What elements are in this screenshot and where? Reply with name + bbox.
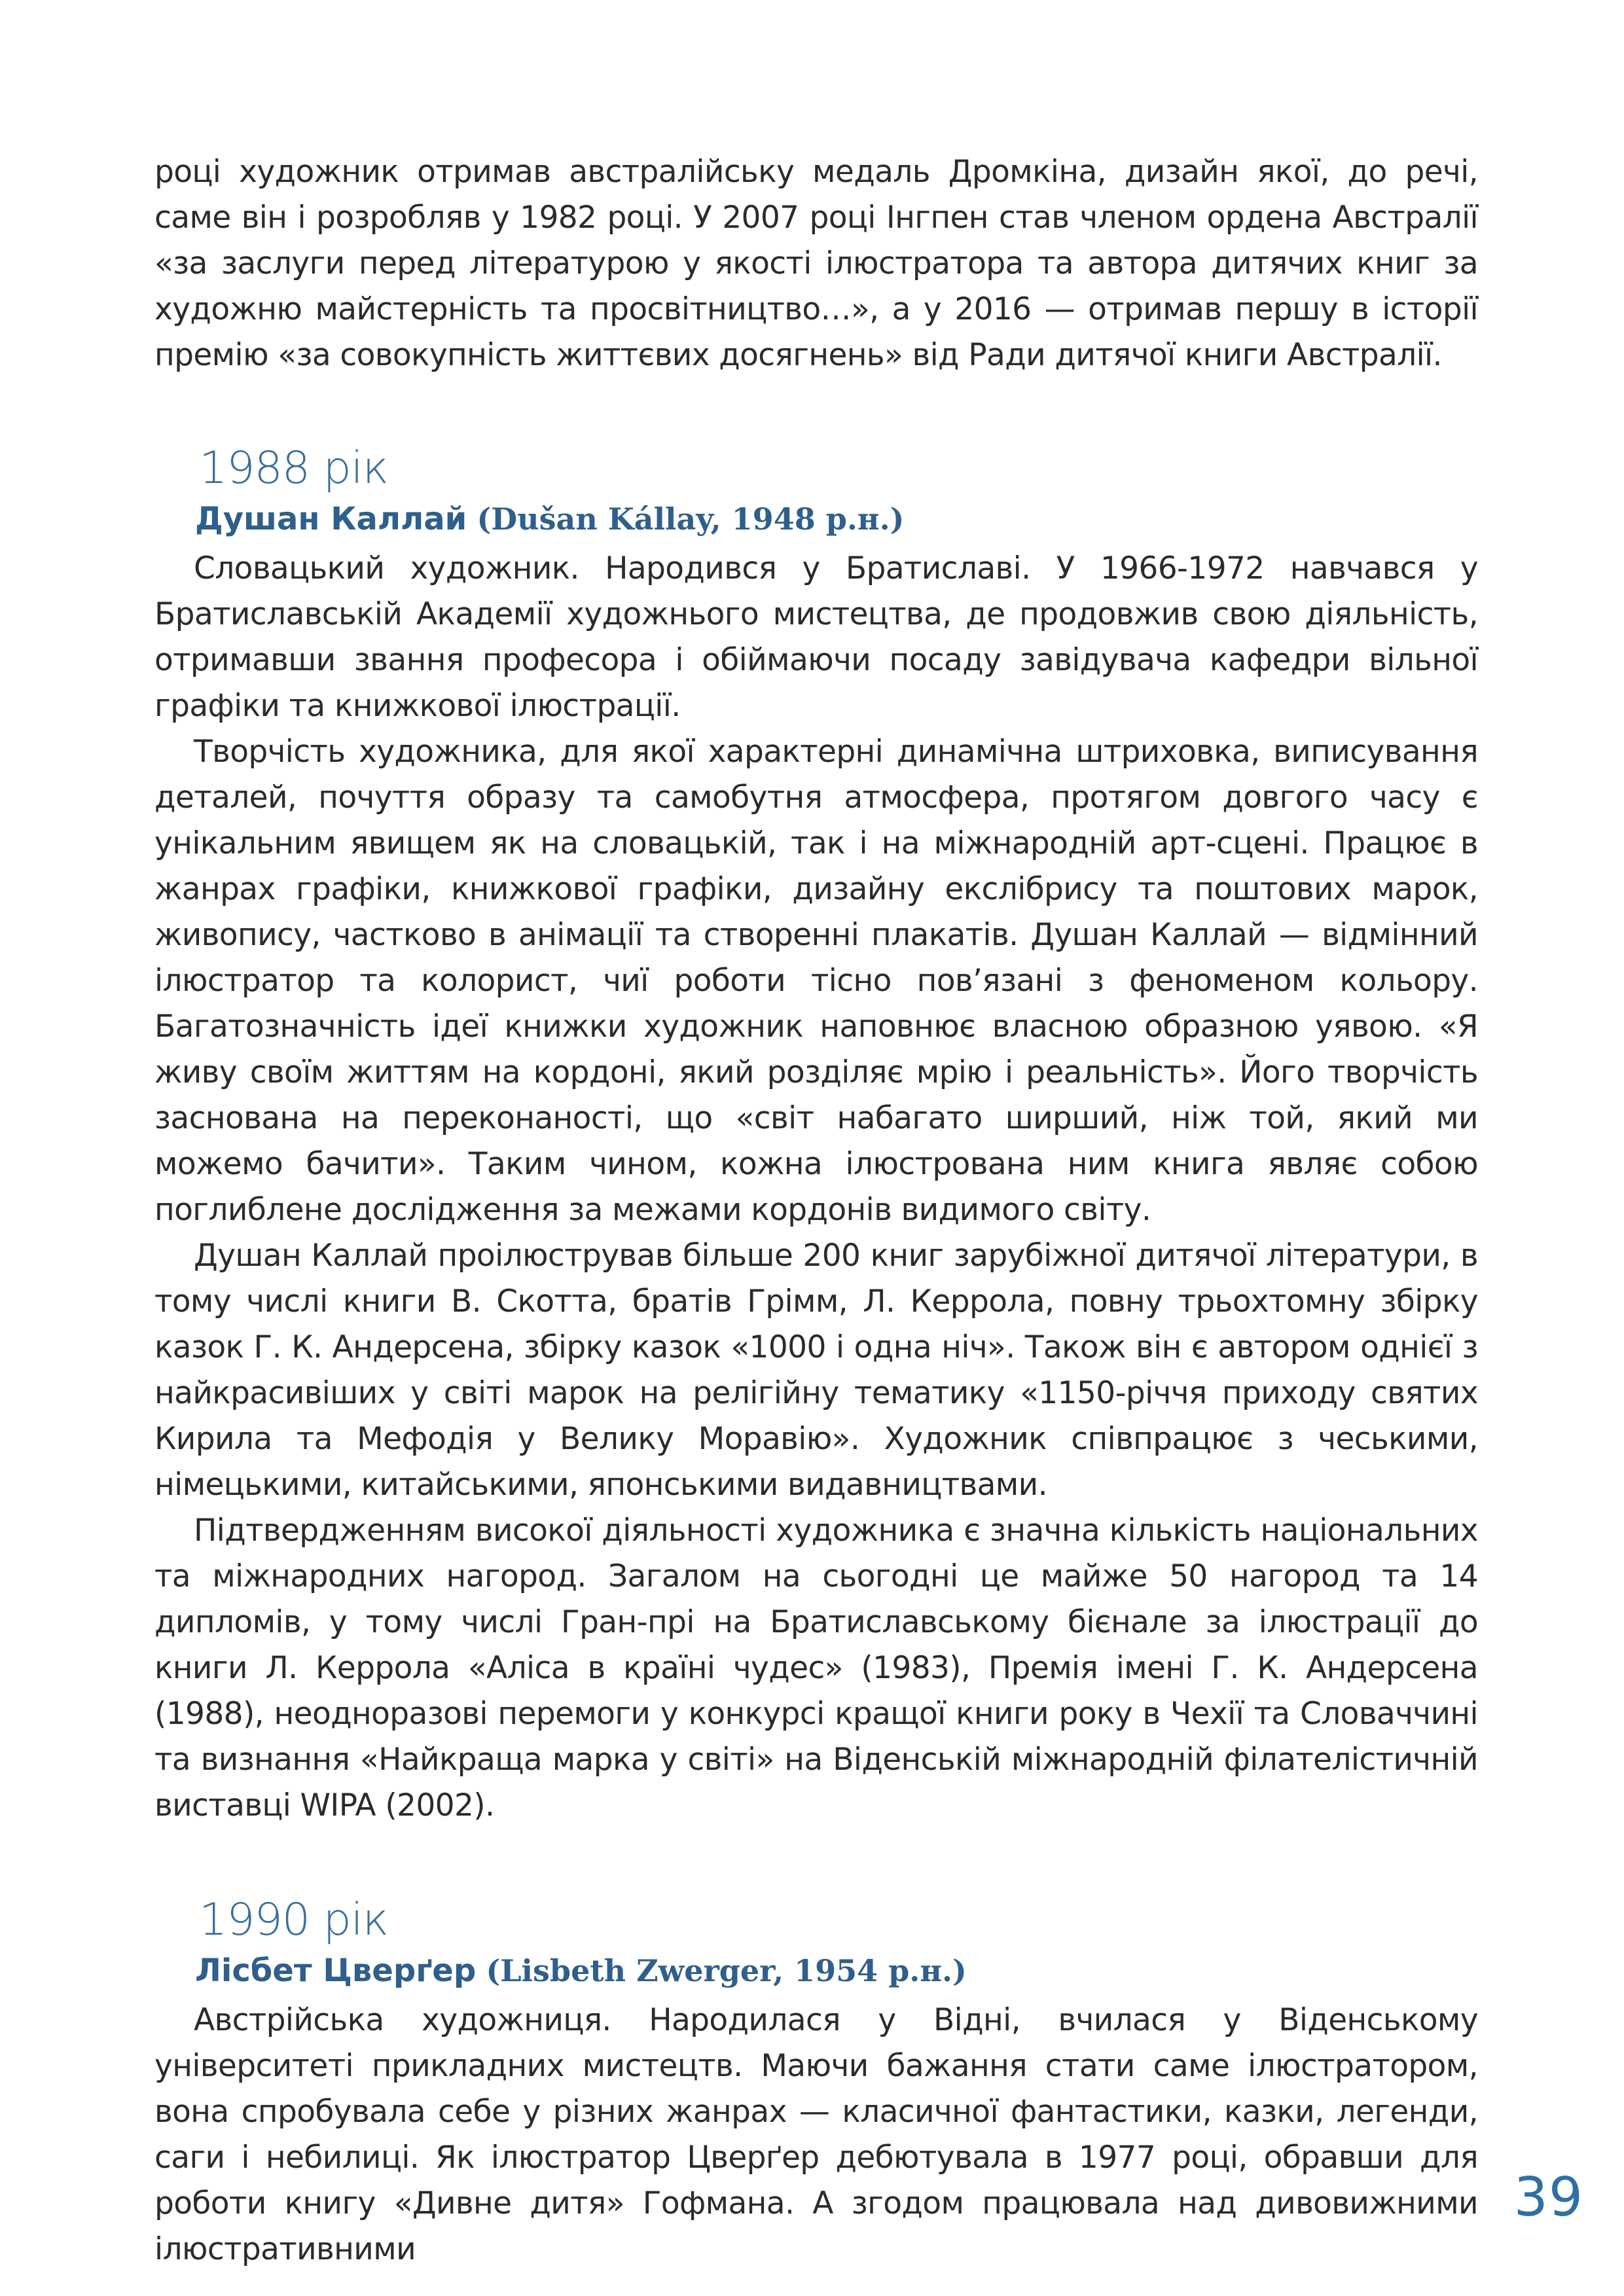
body-paragraph: Творчість художника, для якої характерні динамічна штриховка, виписування деталей, почуття образу та самобутня атмосфера, протягом довгого часу є унікальним явищем як на словацькій, так і на міжнародній арт-сцені. Працює в жанрах графіки, книжкової графіки, дизайну екслібрису та поштових марок, живопису, частково в анімації та створенні плакатів. Душан Каллай — відмінний ілюстратор та колорист, чиї роботи тісно пов’язані з феноменом кольору. Багатозначність ідеї книжки художник наповнює власною образною уявою. «Я живу своїм життям на кордоні, який розділяє мрію і реальність». Його творчість заснована на переконаності, що «світ набагато ширший, ніж той, який ми можемо бачити». Таким чином, кожна ілюстрована ним книга являє собою поглиблене дослідження за межами кордонів видимого світу. — [154, 734, 1478, 1228]
section-spacer — [154, 1829, 1478, 1893]
page-number: 39 — [1513, 2166, 1583, 2229]
artist-heading — [195, 496, 1478, 542]
page-content — [154, 149, 1478, 2272]
section-1990 — [154, 1893, 1478, 2272]
body-paragraph: Австрійська художниця. Народилася у Відні, вчилася у Віденському університеті прикладних мистецтв. Маючи бажання стати саме ілюстратором, вона спробувала себе у різних жанрах — класичної фантастики, казки, легенди, саги і небилиці. Як ілюстратор Цверґер дебютувала в 1977 році, обравши для роботи книгу «Дивне дитя» Гофмана. А згодом працювала над дивовижними ілюстративними — [154, 2002, 1478, 2267]
artist-name: Душан Каллай — [195, 501, 467, 537]
artist-original-name: (Lisbeth Zwerger, 1954 р.н.) — [486, 1953, 967, 1988]
artist-name: Лісбет Цверґер — [195, 1952, 477, 1989]
intro-paragraph: році художник отримав австралійську медаль Дромкіна, дизайн якої, до речі, саме він і розробляв у 1982 році. У 2007 році Інгпен став членом ордена Австралії «за заслуги перед літературою у якості ілюстратора та автора дитячих книг за художню майстерність та просвітництво…», а у 2016 — отримав першу в історії премію «за совокупність життєвих досягнень» від Ради дитячої книги Австралії. — [154, 154, 1478, 373]
body-paragraph: Підтвердженням високої діяльності художника є значна кількість національних та міжнародних нагород. Загалом на сьогодні це майже 50 нагород та 14 дипломів, у тому числі Гран-прі на Братиславському бієнале за ілюстрації до книги Л. Керрола «Аліса в країні чудес» (1983), Премія імені Г. К. Андерсена (1988), неодноразові перемоги у конкурсі кращої книги року в Чехії та Словаччині та визнання «Найкраща марка у світі» на Віденській міжнародній філателістичній виставці WIPA (2002). — [154, 1513, 1478, 1823]
section-year: 1988 рік — [199, 442, 389, 494]
body-paragraph: Душан Каллай проілюстрував більше 200 книг зарубіжної дитячої літератури, в тому числі книги В. Скотта, братів Грімм, Л. Керрола, повну трьохтомну збірку казок Г. К. Андерсена, збірку казок «1000 і одна ніч». Також він є автором однієї з найкрасивіших у світі марок на релігійну тематику «1150-річчя приходу святих Кирила та Мефодія у Велику Моравію». Художник співпрацює з чеськими, німецькими, китайськими, японськими видавництвами. — [154, 1238, 1478, 1503]
artist-original-name: (Dušan Kállay, 1948 р.н.) — [477, 501, 905, 537]
section-1988 — [154, 441, 1478, 1829]
section-year: 1990 рік — [199, 1894, 389, 1946]
artist-heading — [195, 1948, 1478, 1994]
body-paragraph: Словацький художник. Народився у Братиславі. У 1966-1972 навчався у Братиславській Академії художнього мистецтва, де продовжив свою діяльність, отримавши звання професора і обіймаючи посаду завідувача кафедри вільної графіки та книжкової ілюстрації. — [154, 550, 1478, 724]
section-spacer — [154, 378, 1478, 441]
